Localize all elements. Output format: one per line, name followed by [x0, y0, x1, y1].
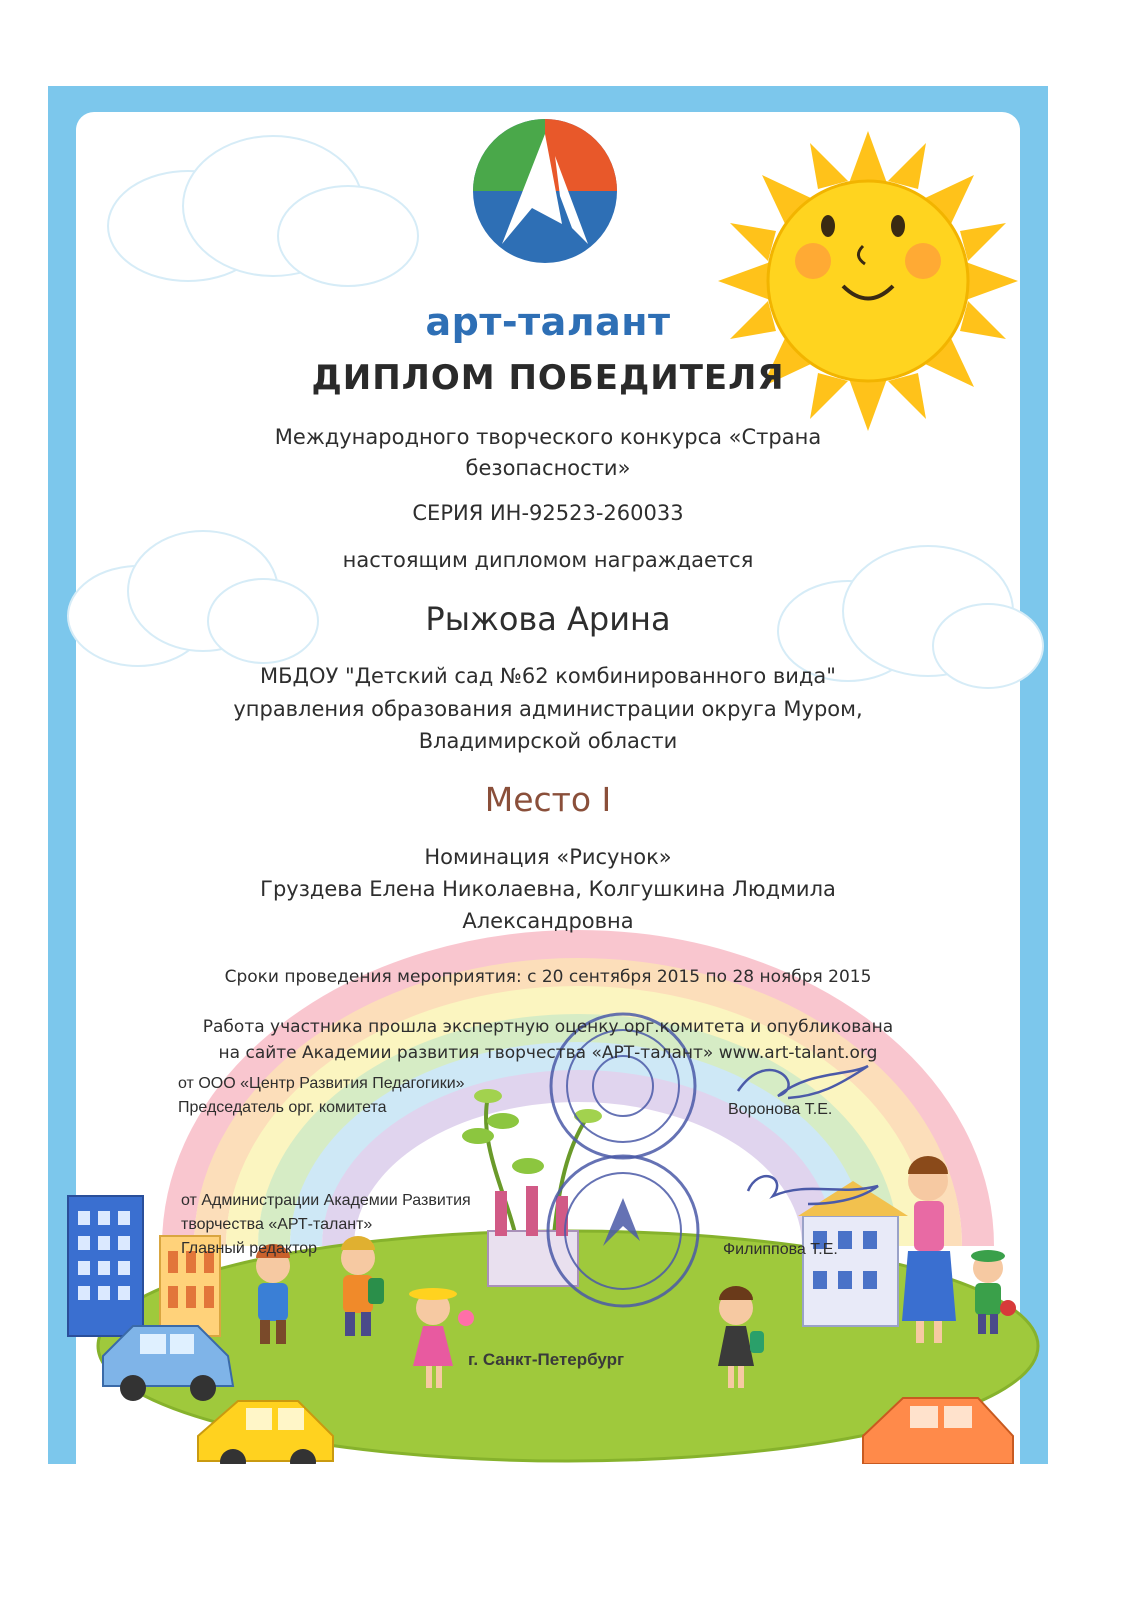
- supervisors-line-2: Александровна: [462, 909, 634, 933]
- contest-line-2: безопасности»: [465, 456, 631, 480]
- institution-line-2: управления образования администрации округа Муром,: [233, 697, 863, 721]
- series-number: СЕРИЯ ИН-92523-260033: [412, 501, 684, 525]
- signatory2-name: Филиппова Т.Е.: [723, 1241, 838, 1258]
- signatory1-role: Председатель орг. комитета: [178, 1099, 387, 1116]
- brand-name: арт-талант: [425, 300, 671, 344]
- awarded-text: настоящим дипломом награждается: [342, 548, 754, 572]
- contest-line-1: Международного творческого конкурса «Страна: [274, 425, 822, 449]
- building-icon: [68, 1196, 143, 1336]
- signatory2-org-line-1: от Администрации Академии Развития: [181, 1192, 471, 1209]
- signatory1-name: Воронова Т.Е.: [728, 1101, 833, 1118]
- institution-line-3: Владимирской области: [418, 729, 678, 753]
- signatory2-role: Главный редактор: [181, 1240, 318, 1257]
- recipient-name: Рыжова Арина: [425, 600, 671, 638]
- supervisors-line-1: Груздева Елена Николаевна, Колгушкина Людмила: [260, 877, 836, 901]
- nomination: Номинация «Рисунок»: [424, 845, 672, 869]
- institution-line-1: МБДОУ "Детский сад №62 комбинированного вида": [260, 664, 836, 688]
- event-dates: Сроки проведения мероприятия: с 20 сентября 2015 по 28 ноября 2015: [224, 967, 872, 987]
- signatory1-org: от ООО «Центр Развития Педагогики»: [178, 1075, 465, 1092]
- review-line-2: на сайте Академии развития творчества «АРТ-талант» www.art-talant.org: [218, 1043, 878, 1063]
- cloud-icon: [108, 136, 418, 286]
- diploma-sheet: [48, 86, 1048, 1464]
- diploma-title: ДИПЛОМ ПОБЕДИТЕЛЯ: [311, 358, 785, 398]
- signatory2-org-line-2: творчества «АРТ-талант»: [181, 1216, 373, 1233]
- art-talant-logo-icon: [470, 116, 620, 266]
- review-line-1: Работа участника прошла экспертную оценку орг.комитета и опубликована: [202, 1017, 894, 1037]
- city-name: г. Санкт-Петербург: [468, 1350, 625, 1369]
- place-award: Место I: [484, 780, 612, 819]
